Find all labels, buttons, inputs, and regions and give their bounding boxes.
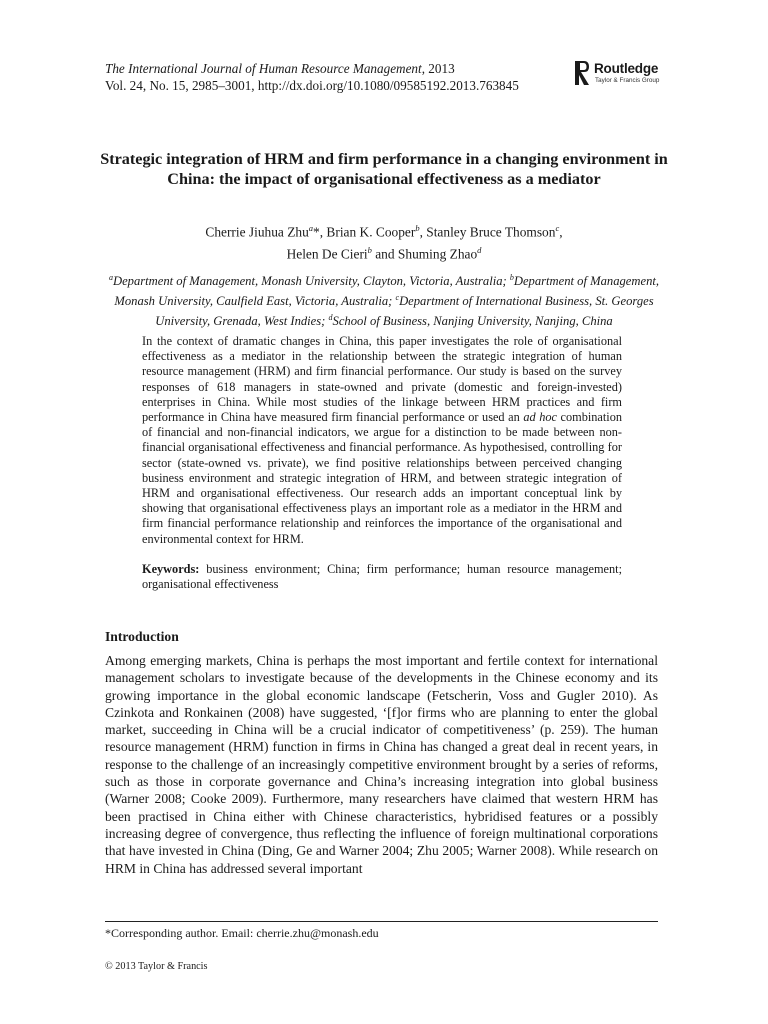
journal-citation-line	[105, 60, 519, 77]
publisher-group: Taylor & Francis Group	[595, 77, 660, 84]
journal-volume-doi: Vol. 24, No. 15, 2985–3001, http://dx.doi.org/10.1080/09585192.2013.763845	[105, 78, 519, 93]
author-separator: *,	[313, 224, 327, 240]
author-separator: ,	[559, 224, 563, 240]
keywords-text: business environment; China; firm performance; human resource management; organisational effectiveness	[142, 562, 622, 592]
author-list	[90, 219, 678, 264]
abstract	[142, 334, 622, 547]
introduction-paragraph: Among emerging markets, China is perhaps the most important and fertile context for international management scholars to investigate because of the developments in the Chinese economy and its growing importance in the global economic landscape (Fetscherin, Voss and Gugler 2010). As Czinkota and Ronkainen (2008) have suggested, ‘[f]or firms who are planning to enter the global market, succeeding in China will be a crucial indicator of competitiveness’ (p. 259). The human resource management (HRM) function in firms in China has changed a great deal in recent years, in response to the challenge of an increasingly competitive environment brought by a series of reforms, such as those in corporate governance and China’s increasing integration into global business (Warner 2008; Cooke 2009). Furthermore, many researchers have claimed that western HRM has been practised in China either with Chinese characteristics, hybridised features or a possibly increasing degree of convergence, thus reflecting the influence of foreign multinational corporations that have invested in China (Ding, Ge and Warner 2004; Zhu 2005; Warner 2008). While research on HRM in China has addressed several important	[105, 653, 658, 876]
journal-name: The International Journal of Human Resource Management	[105, 61, 422, 76]
abstract-part-1: In the context of dramatic changes in China, this paper investigates the role of organisational effectiveness as a mediator in the relationship between the strategic integration of human resource management (HRM) and firm financial performance. Our study is based on the survey responses of 618 managers in state-owned and private (domestic and foreign-invested) enterprises in China. While most studies of the linkage between HRM practices and firm performance in China have measured firm financial performance or used an	[142, 334, 622, 425]
author-separator: ,	[419, 224, 427, 240]
author-name: Stanley Bruce Thomson	[426, 224, 556, 240]
author-affil-mark: b	[415, 223, 420, 233]
publisher-name: Routledge	[594, 61, 659, 76]
section-heading-introduction: Introduction	[105, 629, 179, 644]
keywords-label: Keywords:	[142, 562, 200, 576]
affiliations	[96, 270, 672, 330]
affil-text: Department of International Business, St. Georges University, Grenada, West Indies;	[155, 294, 654, 329]
corresponding-author-footnote: *Corresponding author. Email: cherrie.zhu@monash.edu	[105, 926, 379, 940]
keywords	[142, 562, 622, 592]
author-affil-mark: d	[477, 245, 482, 256]
introduction-body	[105, 652, 658, 877]
journal-year: , 2013	[421, 61, 455, 76]
abstract-text	[142, 334, 622, 547]
author-name: Cherrie Jiuhua Zhu	[205, 224, 309, 240]
affil-mark: d	[328, 312, 333, 322]
abstract-part-2: combination of financial and non-financial indicators, we argue for a distinction to be made between non-financial organisational effectiveness and financial performance. As hypothesised, controlling for sector (state-owned vs. private), we find positive relationships between perceived changing business environment and strategic integration of HRM, and between strategic integration of HRM and organisational effectiveness. Our research adds an important conceptual link by showing that organisational effectiveness plays an important role as a mediator in the HRM and firm financial performance relationship and reinforces the importance of the organisational and environmental context for HRM.	[142, 410, 622, 546]
footnote-divider	[105, 921, 658, 922]
author-name: Brian K. Cooper	[326, 224, 416, 240]
affil-text: Department of Management, Monash University, Clayton, Victoria, Australia;	[112, 274, 510, 289]
affil-text: Department of Management, Monash University, Caulfield East, Victoria, Australia;	[114, 274, 660, 309]
copyright-notice: © 2013 Taylor & Francis	[105, 961, 208, 972]
journal-header	[105, 60, 519, 94]
article-title: Strategic integration of HRM and firm performance in a changing environment in China: the impact of organisational effectiveness as a mediator	[100, 150, 668, 188]
affil-mark: a	[108, 273, 113, 282]
author-separator: and	[371, 246, 398, 262]
author-name: Helen De Cieri	[286, 246, 368, 262]
author-name: Shuming Zhao	[397, 246, 478, 262]
author-affil-mark: b	[367, 245, 372, 256]
routledge-logo-icon	[574, 59, 590, 87]
author-affil-mark: a	[308, 223, 314, 233]
abstract-italic-term: ad hoc	[523, 410, 557, 425]
affil-mark: b	[509, 273, 514, 282]
author-affil-mark: c	[555, 223, 560, 233]
affil-mark: c	[395, 292, 400, 302]
publisher-logo	[574, 59, 664, 87]
affil-text: School of Business, Nanjing University, Nanjing, China	[332, 314, 613, 329]
